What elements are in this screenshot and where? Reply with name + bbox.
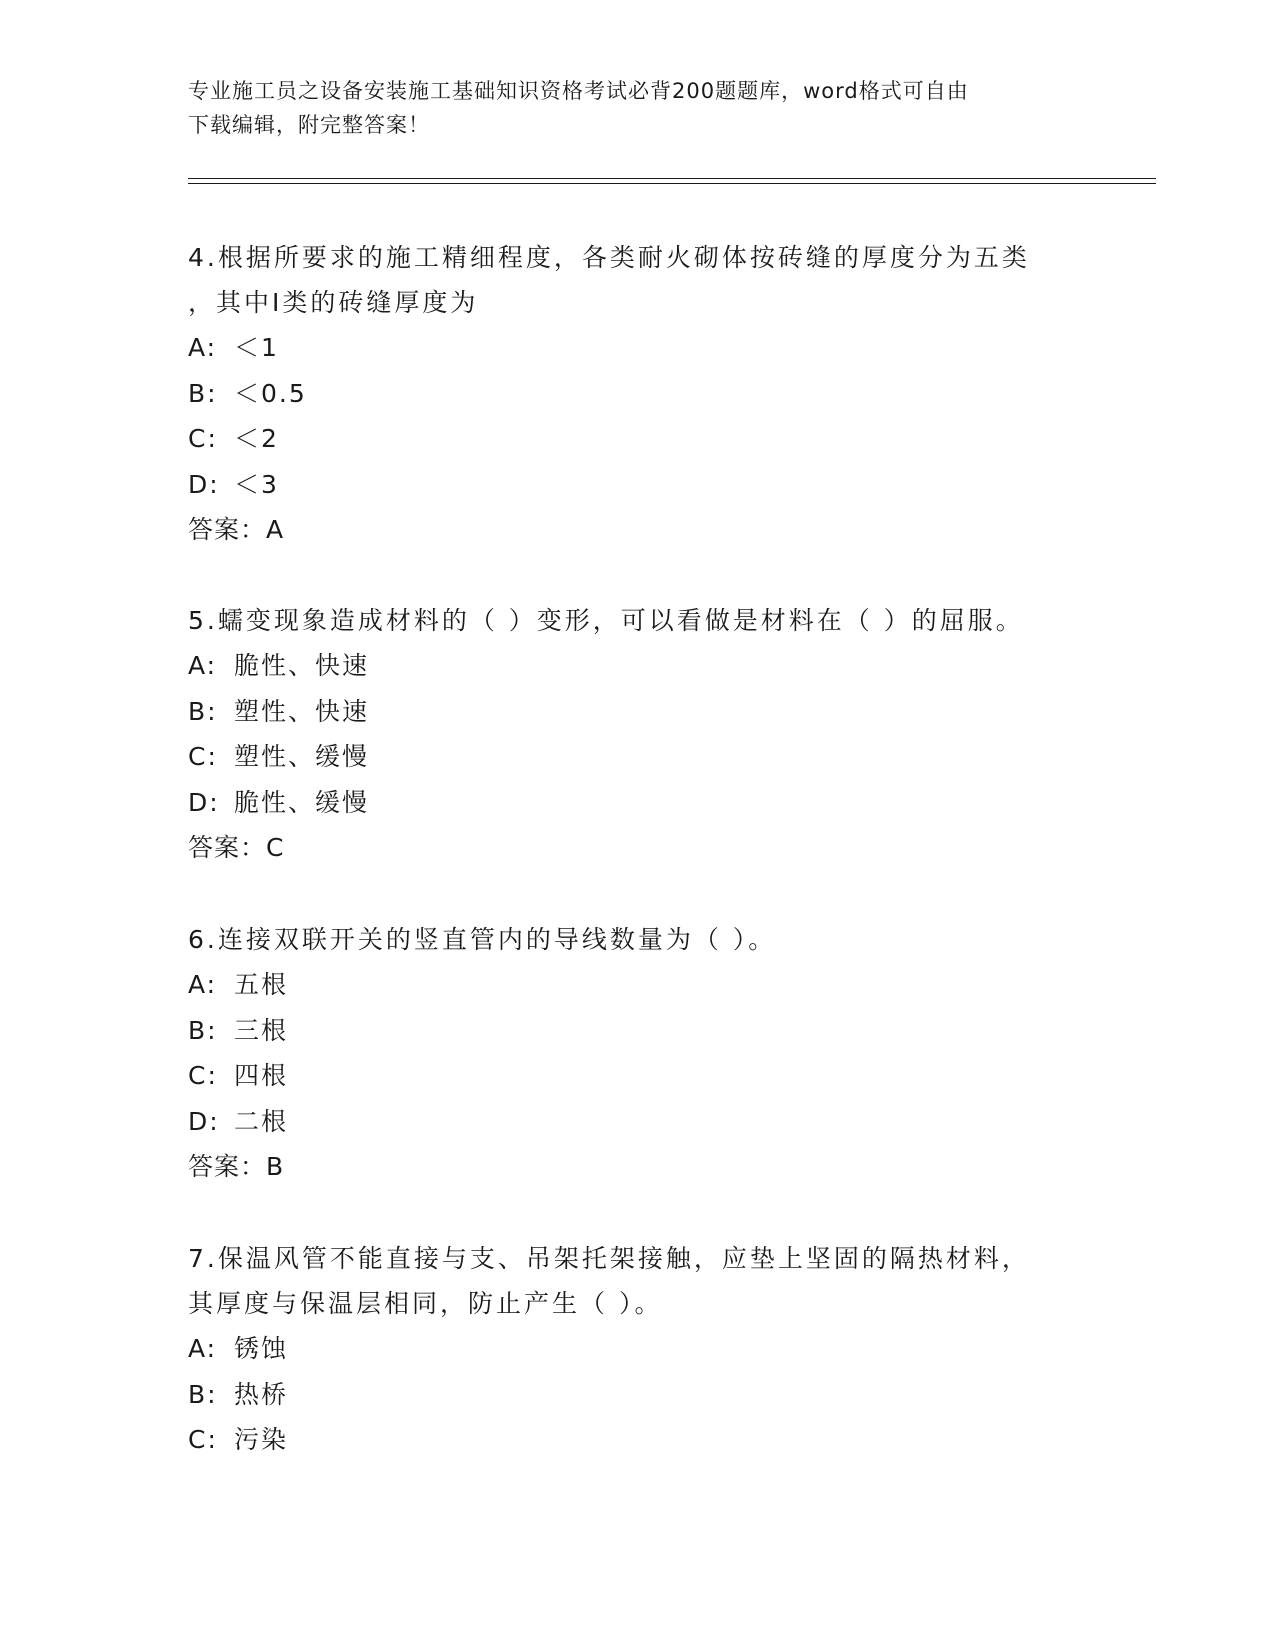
question-7	[188, 1236, 1088, 1463]
option-label: C:	[188, 1425, 218, 1454]
answer-line: 答案：C	[188, 833, 285, 862]
option-c	[188, 416, 1088, 462]
answer-line: 答案：B	[188, 1152, 285, 1181]
option-label: B:	[188, 378, 218, 408]
question-5	[188, 598, 1088, 871]
header-divider-bottom	[188, 183, 1156, 184]
question-stem-line-1: 6.连接双联开关的竖直管内的导线数量为（ ）。	[188, 925, 777, 954]
option-a	[188, 325, 1088, 371]
question-stem-line-1: 4.根据所要求的施工精细程度，各类耐火砌体按砖缝的厚度分为五类	[188, 243, 1030, 272]
option-text: 二根	[234, 1106, 289, 1136]
option-label: B:	[188, 696, 218, 726]
option-c	[188, 734, 1088, 780]
option-d	[188, 462, 1088, 508]
option-text: 脆性、快速	[234, 651, 370, 680]
option-text: 污染	[234, 1425, 289, 1454]
option-a	[188, 643, 1088, 689]
option-text: 热桥	[234, 1379, 289, 1409]
option-b	[188, 1372, 1088, 1418]
option-b	[188, 689, 1088, 735]
option-label: A:	[188, 970, 218, 999]
option-label: C:	[188, 1061, 218, 1090]
option-a	[188, 1326, 1088, 1372]
option-label: B:	[188, 1379, 218, 1409]
option-label: A:	[188, 651, 218, 680]
option-text: ＜1	[234, 333, 279, 362]
option-text: ＜2	[234, 424, 279, 453]
option-text: 脆性、缓慢	[234, 787, 370, 817]
option-d	[188, 1099, 1088, 1145]
option-text: 锈蚀	[234, 1334, 289, 1363]
option-label: D:	[188, 1106, 220, 1136]
option-label: A:	[188, 1334, 218, 1363]
option-c	[188, 1417, 1088, 1463]
option-text: 塑性、快速	[234, 696, 370, 726]
option-text: ＜3	[234, 469, 279, 499]
option-label: D:	[188, 469, 220, 499]
option-label: D:	[188, 787, 220, 817]
option-label: C:	[188, 742, 218, 771]
question-stem-line-1: 7.保温风管不能直接与支、吊架托架接触，应垫上坚固的隔热材料，	[188, 1244, 1030, 1273]
option-label: A:	[188, 333, 218, 362]
answer-line: 答案：A	[188, 515, 285, 544]
option-label: C:	[188, 424, 218, 453]
option-text: 三根	[234, 1015, 289, 1045]
option-text: 四根	[234, 1061, 289, 1090]
document-header	[188, 74, 1088, 142]
option-text: 塑性、缓慢	[234, 742, 370, 771]
question-6	[188, 917, 1088, 1190]
option-text: 五根	[234, 970, 289, 999]
header-line-1: 专业施工员之设备安装施工基础知识资格考试必背200题题库，word格式可自由	[188, 79, 969, 103]
question-4	[188, 235, 1088, 553]
question-stem-line-2: ，其中Ⅰ类的砖缝厚度为	[188, 288, 479, 317]
option-label: B:	[188, 1015, 218, 1045]
question-stem-line-2: 其厚度与保温层相同，防止产生（ ）。	[188, 1289, 663, 1318]
option-b	[188, 1008, 1088, 1054]
question-stem-line-1: 5.蠕变现象造成材料的（ ）变形，可以看做是材料在（ ）的屈服。	[188, 606, 1024, 635]
option-d	[188, 780, 1088, 826]
option-a	[188, 962, 1088, 1008]
option-text: ＜0.5	[234, 378, 307, 408]
option-c	[188, 1053, 1088, 1099]
option-b	[188, 371, 1088, 417]
header-divider-top	[188, 178, 1156, 179]
header-line-2: 下载编辑，附完整答案！	[188, 113, 430, 137]
